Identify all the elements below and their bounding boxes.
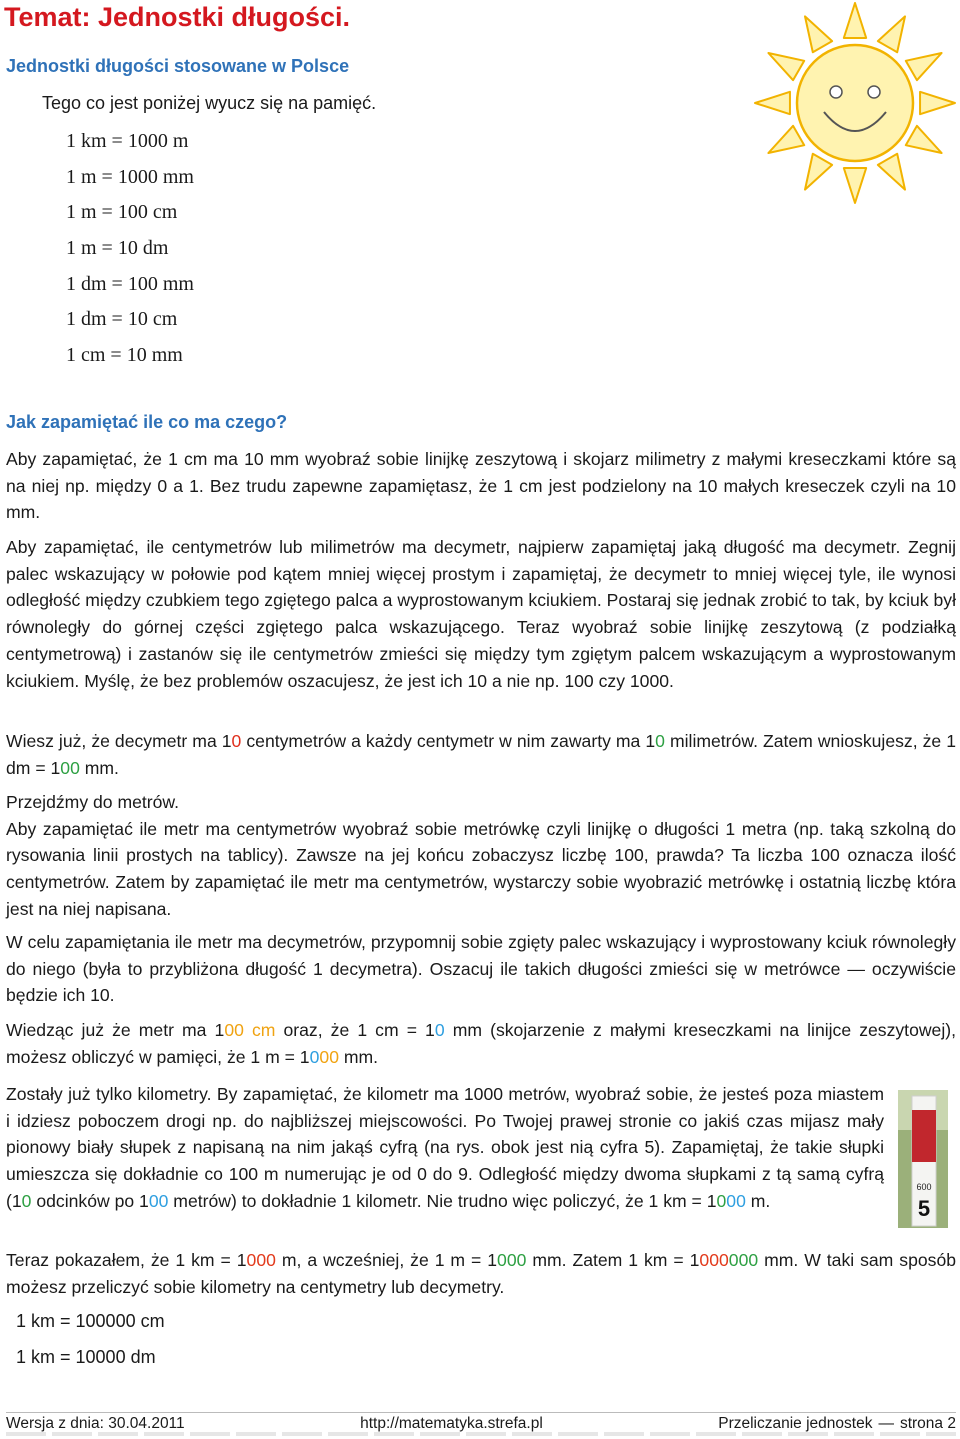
highlight-digit: 00	[60, 757, 80, 778]
highlight-digit: 000	[699, 1250, 729, 1270]
equality-item: 1 km = 1000 m	[66, 130, 189, 152]
text-run: oraz, że 1 cm = 1	[275, 1020, 435, 1040]
equality-item: 1 m = 100 cm	[66, 201, 178, 224]
paragraph-decimeter: Aby zapamiętać, ile centymetrów lub milimetrów ma decymetr, najpierw zapamiętaj jaką długość ma decymetr. Zegnij palec wskazujący w połowie pod kątem mniej więcej prostym i zapamiętaj, że decymetr to mniej więcej tyle, ile wynosi odległość między czubkiem tego zgiętego palca a wyprostowanym kciukiem. Postaraj się jednak zrobić to tak, by kciuk był równoległy do górnej części zgiętego palca wskazującego. Teraz wyobraź sobie linijkę zeszytową (z podziałką centymetrową) i zastanów się ile centymetrów zmieści się między tym zgiętym palcem wskazującym a wyprostowanym kciukiem. Myślę, że bez problemów oszacujesz, że jest ich 10 a nie np. 100 czy 1000.	[6, 537, 956, 691]
highlight-digit: 00	[726, 1190, 746, 1211]
footer-url[interactable]: http://matematyka.strefa.pl	[360, 1415, 543, 1432]
conversion-dm: 1 km = 10000 dm	[16, 1347, 156, 1367]
paragraph-meter-mm	[6, 1017, 956, 1070]
footer-version: Wersja z dnia: 30.04.2011	[6, 1415, 185, 1432]
text-run: milimetrów. Zatem wnioskujesz, że 1 dm = 1	[6, 731, 957, 778]
conversion-cm: 1 km = 100000 cm	[16, 1311, 165, 1331]
highlight-digit: 0	[21, 1190, 32, 1211]
sun-ray	[920, 92, 955, 114]
text-run: mm.	[338, 1046, 379, 1067]
equality-item: 1 dm = 10 cm	[66, 308, 178, 331]
page-title: Temat: Jednostki długości.	[4, 2, 351, 32]
sun-illustration	[752, 0, 958, 206]
paragraph-cm-mm: Aby zapamiętać, że 1 cm ma 10 mm wyobraź sobie linijkę zeszytową i skojarz milimetry z małymi kreseczkami które są na niej np. między 0 a 1. Bez trudu zapewne zapamiętasz, że 1 cm jest podzielony na 10 małych kreseczek czyli na 10 mm.	[6, 449, 956, 523]
highlight-digit: 0	[716, 1190, 727, 1211]
equality-item: 1 dm = 100 mm	[66, 272, 194, 295]
paragraph-km-mm	[6, 1247, 956, 1300]
text-run: centymetrów a każdy centymetr w nim zawarty ma 1	[241, 731, 656, 751]
text-run: mm. W taki sam sposób możesz przeliczyć sobie kilometry na centymetry lub decymetry.	[6, 1250, 957, 1297]
post-digit: 5	[917, 1196, 931, 1221]
section-heading-memorize: Jak zapamiętać ile co ma czego?	[6, 412, 288, 432]
paragraph-kilometer	[6, 1081, 884, 1215]
highlight-digit: 000	[497, 1250, 527, 1270]
text-run: mm (skojarzenie z małymi kreseczkami na linijce zeszytowej), możesz obliczyć w pamięci, że 1 m = 1	[6, 1020, 957, 1067]
text-run: m, a wcześniej, że 1 m = 1	[275, 1250, 498, 1270]
paragraph-meter-cm: Przejdźmy do metrów. Aby zapamiętać ile metr ma centymetrów wyobraź sobie metrówkę czyli linijkę o długości 1 metra (np. taką szkolną do rysowania linii prostych na tablicy). Zawsze na jej końcu zobaczysz liczbę 100, prawda? Ta liczba 100 oznacza ilość centymetrów. Zatem by zapamiętać ile metr ma centymetrów, wystarczy sobie wyobrazić metrówkę i ostatnią liczbę która jest na niej napisana.	[6, 792, 956, 919]
footer-page-number: strona 2	[899, 1415, 956, 1432]
road-post-illustration	[898, 1090, 948, 1228]
text-run: mm.	[79, 757, 119, 778]
highlight-digit: 0	[434, 1020, 445, 1040]
page-footer	[6, 1412, 956, 1433]
equality-item: 1 m = 1000 mm	[66, 165, 194, 188]
sun-ray	[768, 53, 804, 80]
text-run: odcinków po 1	[31, 1190, 149, 1211]
sun-ray	[805, 154, 832, 190]
text-run: Teraz pokazałem, że 1 km = 1	[6, 1250, 247, 1270]
sun-ray	[805, 16, 832, 52]
highlight-digit: 0	[231, 731, 242, 751]
sun-ray	[906, 126, 942, 153]
highlight-digit: 0	[655, 731, 665, 751]
highlight-unit: cm	[243, 1020, 276, 1040]
paragraph-meter-dm: W celu zapamiętania ile metr ma decymetrów, przypomnij sobie zgięty palec wskazujący i wyprostowany kciuk równoległy do niego (była to przybliżona długość 1 decymetra). Oszacuj ile takich długości zmieści się w metrówce — oczywiście będzie ich 10.	[6, 932, 956, 1006]
intro-text: Tego co jest poniżej wyucz się na pamięć.	[42, 93, 377, 113]
highlight-digit: 00	[319, 1046, 339, 1067]
equality-item: 1 m = 10 dm	[66, 237, 169, 260]
section-heading-units: Jednostki długości stosowane w Polsce	[6, 56, 350, 76]
highlight-digit: 000	[728, 1250, 759, 1270]
footer-fine-print	[6, 1432, 956, 1436]
footer-dash: —	[878, 1415, 894, 1432]
sun-ray	[878, 16, 905, 52]
text-run: mm. Zatem 1 km = 1	[526, 1250, 700, 1270]
sun-ray	[844, 168, 866, 203]
highlight-digit: 000	[246, 1250, 276, 1270]
highlight-digit: 00	[148, 1190, 169, 1211]
highlight-digit: 0	[309, 1046, 320, 1067]
equalities-list	[66, 128, 194, 378]
sun-ray	[755, 92, 790, 114]
text-run: Wiedząc już że metr ma 1	[6, 1020, 225, 1040]
sun-ray	[768, 126, 804, 153]
paragraph-dm-summary	[6, 728, 956, 781]
sun-ray	[844, 3, 866, 38]
footer-page-info	[718, 1415, 956, 1433]
text-run: metrów) to dokładnie 1 kilometr. Nie trudno więc policzyć, że 1 km = 1	[168, 1190, 717, 1211]
highlight-digit: 00	[224, 1020, 244, 1040]
post-number: 600	[916, 1182, 932, 1192]
sun-ray	[906, 53, 942, 80]
text-run: Zostały już tylko kilometry. By zapamiętać, że kilometr ma 1000 metrów, wyobraź sobie, że jesteś poza miastem i idziesz poboczem drogi np. do najbliższej miejscowości. Po Twojej prawej stronie co jakiś czas mijasz mały pionowy biały słupek z napisaną na nim jakąś cyfrą (na rys. obok jest nią cyfra 5). Zapamiętaj, że takie słupki umieszcza się dokładnie co 100 m numerując je od 0 do 9. Odległość między dwoma słupkami z tą samą cyfrą (1	[6, 1084, 884, 1211]
text-run: m.	[745, 1190, 771, 1211]
sun-ray	[878, 154, 905, 190]
equality-item: 1 cm = 10 mm	[66, 344, 183, 367]
footer-subject: Przeliczanie jednostek	[718, 1415, 873, 1432]
text-run: Wiesz już, że decymetr ma 1	[6, 731, 232, 751]
